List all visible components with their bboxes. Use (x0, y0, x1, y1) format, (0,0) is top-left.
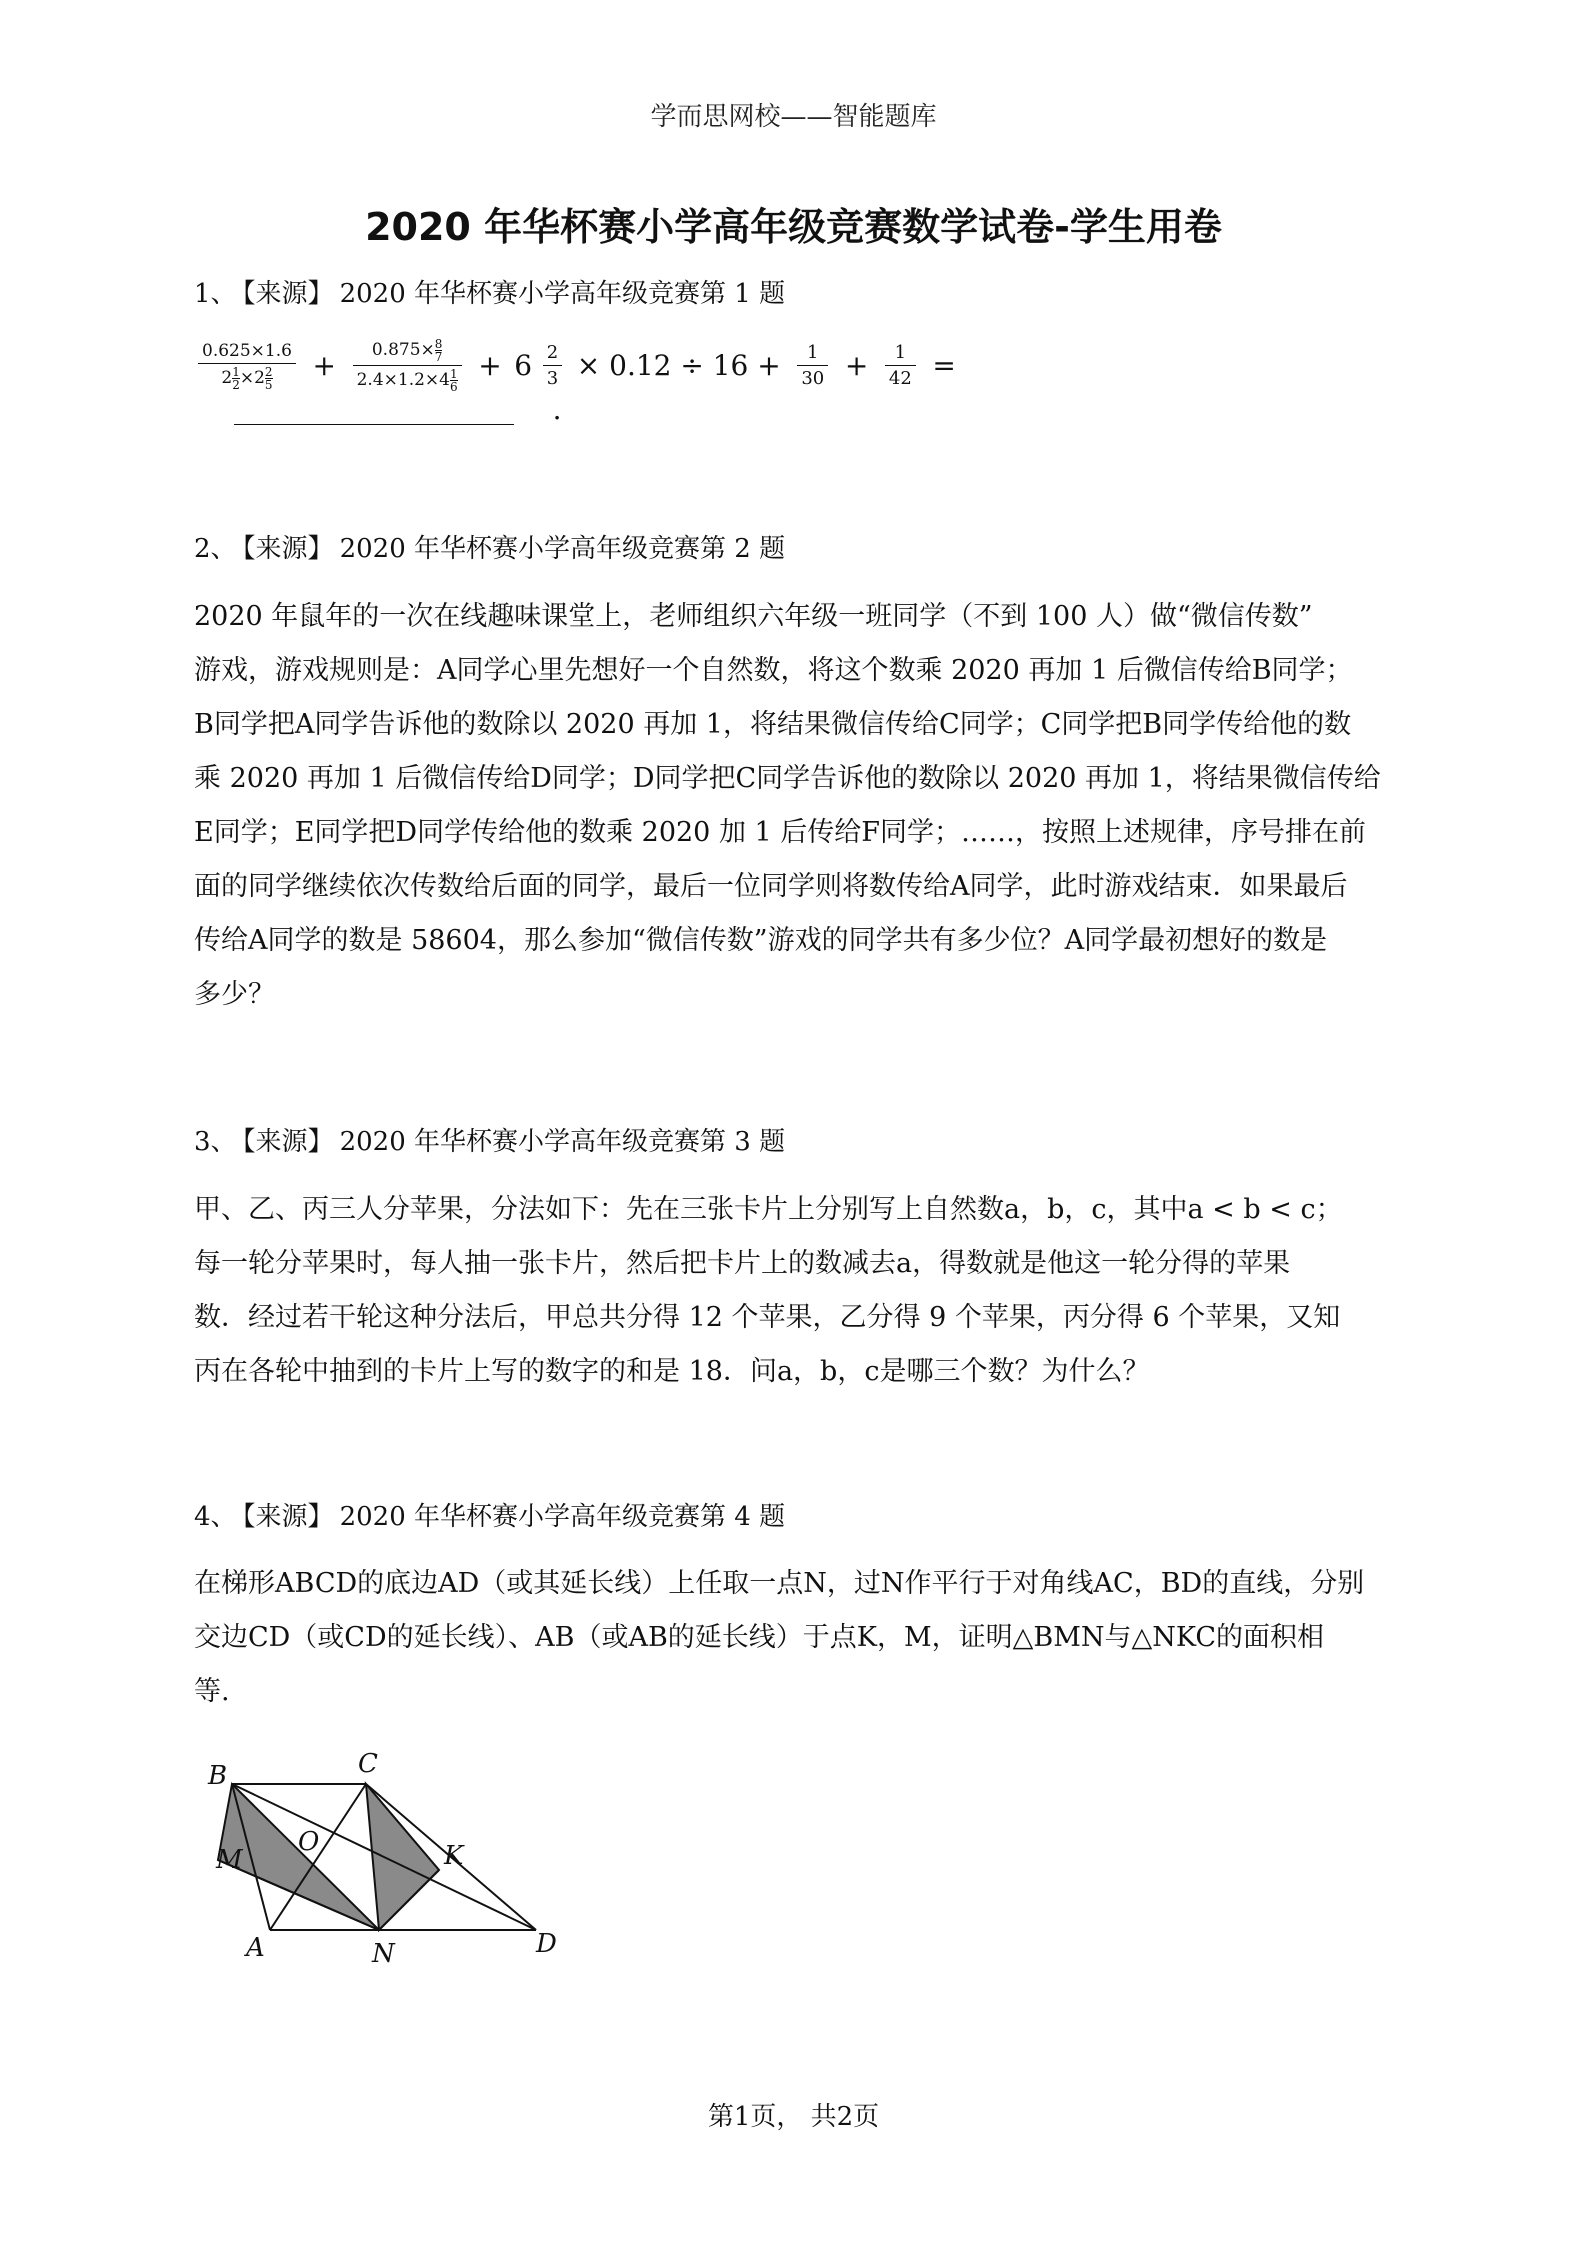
source-tag: 【来源】 (242, 534, 334, 564)
text-line: 游戏，游戏规则是：A同学心里先想好一个自然数，将这个数乘 2020 再加 1 后微信传给B同学； (194, 655, 1353, 686)
text-line: 每一轮分苹果时，每人抽一张卡片，然后把卡片上的数减去a，得数就是他这一轮分得的苹果 (194, 1248, 1291, 1279)
fraction-5: $\frac{1}{42}$ (885, 342, 916, 389)
text-line: 多少？ (194, 979, 275, 1010)
question-2-source (194, 528, 785, 565)
question-1-formula: 0.625×1.6 2 $\frac{1}{2}$ ×2 $\frac{2}{5}$ + 0.875× $\frac{8}{7}$ 2.4×1.2×4 $\frac{1}{6}$ + 6 $\frac{2}{3}$ × 0.12 ÷ 16 + $\frac{1}{30}$ + $\frac{1}{42}$ = . (194, 338, 1214, 428)
page-title: 2020 年华杯赛小学高年级竞赛数学试卷-学生用卷 (365, 205, 1222, 249)
label-n: N (372, 1939, 395, 1969)
label-o: O (298, 1827, 320, 1857)
question-number: 3、 (194, 1127, 237, 1157)
source-text: 2020 年华杯赛小学高年级竞赛第 4 题 (339, 1502, 786, 1532)
text-line: 传给A同学的数是 58604，那么参加“微信传数”游戏的同学共有多少位？A同学最初想好的数是 (194, 925, 1328, 956)
question-3-body (194, 1183, 1404, 1399)
source-text: 2020 年华杯赛小学高年级竞赛第 3 题 (339, 1127, 786, 1157)
label-a: A (246, 1933, 265, 1963)
text-line: B同学把A同学告诉他的数除以 2020 再加 1，将结果微信传给C同学；C同学把B同学传给他的数 (194, 709, 1352, 740)
text-line: 数．经过若干轮这种分法后，甲总共分得 12 个苹果，乙分得 9 个苹果，丙分得 6 个苹果，又知 (194, 1302, 1341, 1333)
source-tag: 【来源】 (242, 1127, 334, 1157)
text-line: 2020 年鼠年的一次在线趣味课堂上，老师组织六年级一班同学（不到 100 人）做“微信传数” (194, 601, 1313, 632)
question-4-body (194, 1557, 1404, 1719)
question-number: 1、 (194, 279, 237, 309)
label-m: M (216, 1845, 243, 1875)
source-text: 2020 年华杯赛小学高年级竞赛第 2 题 (339, 534, 786, 564)
page-header: 学而思网校——智能题库 (650, 102, 937, 132)
text-line: 甲、乙、丙三人分苹果，分法如下：先在三张卡片上分别写上自然数a，b，c，其中a < b < c； (194, 1194, 1343, 1225)
page-footer: 第1页， 共2页 (707, 2102, 880, 2132)
text-line: 丙在各轮中抽到的卡片上写的数字的和是 18．问a，b，c是哪三个数？为什么？ (194, 1356, 1150, 1387)
text-line: 交边CD（或CD的延长线）、AB（或AB的延长线）于点K，M，证明△BMN与△NKC的面积相 (194, 1622, 1324, 1653)
question-4-source (194, 1496, 785, 1533)
label-k: K (444, 1841, 464, 1871)
label-c: C (358, 1749, 378, 1779)
question-2-body (194, 590, 1404, 1022)
source-text: 2020 年华杯赛小学高年级竞赛第 1 题 (339, 279, 786, 309)
question-1-source (194, 273, 785, 310)
fraction-2: 0.875× $\frac{8}{7}$ 2.4×1.2×4 $\frac{1}{6}$ (353, 338, 462, 393)
fraction-4: $\frac{1}{30}$ (797, 342, 828, 389)
fraction-3: $\frac{2}{3}$ (543, 342, 562, 389)
text-line: 乘 2020 再加 1 后微信传给D同学；D同学把C同学告诉他的数除以 2020 再加 1，将结果微信传给 (194, 763, 1381, 794)
answer-blank[interactable] (234, 394, 514, 425)
label-d: D (536, 1929, 557, 1959)
question-number: 2、 (194, 534, 237, 564)
question-3-source (194, 1121, 785, 1158)
text-line: 等. (194, 1676, 230, 1707)
text-line: E同学；E同学把D同学传给他的数乘 2020 加 1 后传给F同学；……，按照上述规律，序号排在前 (194, 817, 1367, 848)
label-b: B (208, 1761, 228, 1791)
source-tag: 【来源】 (242, 1502, 334, 1532)
trapezoid-figure (194, 1742, 574, 1972)
triangle-nkc (366, 1784, 439, 1930)
text-line: 在梯形ABCD的底边AD（或其延长线）上任取一点N，过N作平行于对角线AC，BD的直线，分别 (194, 1568, 1365, 1599)
source-tag: 【来源】 (242, 279, 334, 309)
question-number: 4、 (194, 1502, 237, 1532)
fraction-1: 0.625×1.6 2 $\frac{1}{2}$ ×2 $\frac{2}{5}$ (198, 341, 296, 391)
text-line: 面的同学继续依次传数给后面的同学，最后一位同学则将数传给A同学，此时游戏结束．如果最后 (194, 871, 1348, 902)
